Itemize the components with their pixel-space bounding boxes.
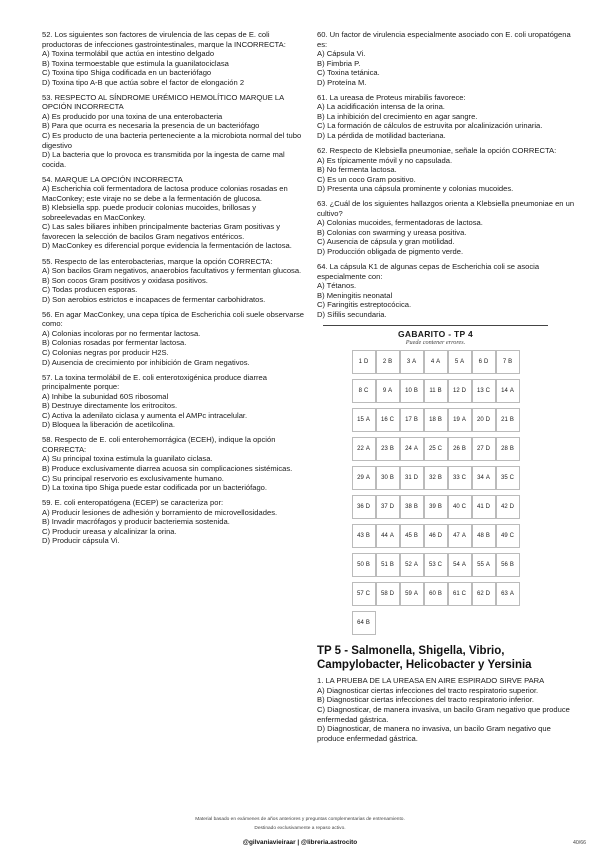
question-number: 4: [430, 359, 435, 366]
question-number: 11: [429, 388, 436, 395]
answer-key-cell: [400, 350, 424, 374]
answer-key-cell: [496, 582, 520, 606]
question-number: 46: [428, 533, 436, 540]
answer-option: D) Producir cápsula Vi.: [42, 536, 120, 546]
question-block: [317, 146, 579, 194]
answer-option: B) La inhibición del crecimiento en agar sangre.: [317, 111, 478, 121]
question-stem: 60. Un factor de virulencia especialmente asociado con E. coli uropatógena es:: [317, 30, 571, 49]
question-block: [42, 175, 304, 251]
answer-key-cell: [376, 437, 400, 461]
answer-letter: A: [412, 359, 417, 366]
answer-option: A) Producir lesiones de adhesión y borramiento de microvellosidades.: [42, 507, 278, 517]
answer-key-cell: [472, 582, 496, 606]
answer-key-cell: [376, 408, 400, 432]
answer-letter: C: [461, 591, 467, 598]
question-number: 29: [357, 475, 364, 482]
answer-letter: C: [509, 475, 515, 482]
answer-letter: B: [413, 417, 418, 424]
answer-key-cell: [496, 553, 520, 577]
answer-key-cell: [352, 408, 376, 432]
answer-key-cell: [400, 524, 424, 548]
question-block: [317, 93, 579, 141]
answer-key-cell: [352, 466, 376, 490]
answer-key-cell: [472, 524, 496, 548]
answer-letter: C: [365, 591, 371, 598]
answer-key-cell: [448, 553, 472, 577]
answer-option: D) Bloquea la liberación de acetilcolina.: [42, 420, 175, 430]
answer-option: D) Son aerobios estrictos e incapaces de fermentar carbohidratos.: [42, 294, 266, 304]
answer-key-cell: [400, 553, 424, 577]
question-number: 62: [476, 591, 484, 598]
answer-key-cell: [400, 582, 424, 606]
answer-option: B) Colonias con swarming y ureasa positiva.: [317, 227, 467, 237]
answer-option: D) Presenta una cápsula prominente y colonias mucoides.: [317, 184, 514, 194]
answer-letter: B: [509, 562, 514, 569]
question-number: 35: [500, 475, 508, 482]
answer-option: B) Colonias rosadas por fermentar lactosa.: [42, 338, 187, 348]
answer-key-cell: [448, 582, 472, 606]
question-number: 34: [477, 475, 484, 482]
question-number: 6: [478, 359, 482, 366]
question-number: 43: [357, 533, 364, 540]
question-stem: 59. E. coli enteropatógena (ECEP) se caracteriza por:: [42, 498, 224, 508]
answer-letter: C: [485, 388, 491, 395]
answer-key-cell: [400, 495, 424, 519]
answer-letter: B: [437, 417, 442, 424]
answer-key-cell: [352, 524, 376, 548]
answer-option: C) Diagnosticar, de manera invasiva, un bacilo Gram negativo que produce enfermedad gástrica.: [317, 704, 570, 724]
question-number: 15: [357, 417, 364, 424]
answer-letter: B: [389, 475, 394, 482]
answer-option: D) Toxina tipo A-B que actúa sobre el factor de elongación 2: [42, 77, 245, 87]
answer-key-cell: [352, 495, 376, 519]
answer-option: C) Las sales biliares inhiben principalmente bacterias Gram positivas y favorecen la selección de bacilos Gram negativos entéricos.: [42, 222, 281, 241]
answer-letter: A: [413, 591, 418, 598]
answer-letter: B: [509, 446, 514, 453]
answer-letter: B: [437, 504, 442, 511]
question-block: [42, 373, 304, 430]
answer-option: D) Ausencia de crecimiento por inhibición de Gram negativos.: [42, 357, 250, 367]
answer-key-cell: [400, 466, 424, 490]
answer-letter: D: [509, 504, 515, 511]
answer-letter: D: [389, 591, 395, 598]
answer-option: A) Tétanos.: [317, 281, 357, 291]
answer-key-cell: [352, 379, 376, 403]
answer-letter: D: [485, 591, 491, 598]
question-number: 44: [381, 533, 388, 540]
question-number: 23: [381, 446, 388, 453]
answer-letter: B: [461, 446, 466, 453]
answer-letter: D: [485, 446, 491, 453]
question-block: [42, 435, 304, 492]
footer-social-handles: @gilvaniavieiraar | @libreria.astrocito: [242, 839, 358, 846]
answer-key-cell: [448, 466, 472, 490]
question-number: 1: [358, 359, 362, 366]
question-number: 33: [452, 475, 460, 482]
answer-key-grid: [323, 350, 548, 635]
answer-option: D) La pérdida de motilidad bacteriana.: [317, 130, 446, 140]
answer-option: A) Escherichia coli fermentadora de lactosa produce colonias rosadas en MacConkey; este viraje no se debe a la fermentación de glucosa.: [42, 184, 288, 203]
answer-letter: B: [365, 620, 370, 627]
answer-letter: B: [389, 562, 394, 569]
answer-key-cell: [472, 408, 496, 432]
answer-letter: B: [413, 533, 418, 540]
answer-letter: C: [389, 417, 395, 424]
answer-option: D) La toxina tipo Shiga puede estar codificada por un bacteriófago.: [42, 483, 268, 493]
answer-option: D) Diagnosticar, de manera no invasiva, un bacilo Gram negativo que produce enfermedad gástrica.: [317, 724, 551, 743]
question-number: 16: [380, 417, 388, 424]
answer-option: B) Para que ocurra es necesaria la presencia de un bacteriófago: [42, 121, 260, 131]
answer-key-table: [323, 325, 548, 635]
question-block: [317, 262, 579, 319]
answer-key-cell: [448, 495, 472, 519]
question-block: [42, 498, 304, 546]
answer-letter: B: [365, 533, 370, 540]
answer-key-cell: [352, 350, 376, 374]
answer-key-cell: [496, 524, 520, 548]
answer-key-cell: [448, 379, 472, 403]
answer-option: B) No fermenta lactosa.: [317, 165, 397, 175]
answer-key-cell: [400, 408, 424, 432]
question-number: 24: [405, 446, 412, 453]
answer-key-cell: [424, 553, 448, 577]
question-number: 50: [357, 562, 364, 569]
question-stem: 53. RESPECTO AL SÍNDROME URÉMICO HEMOLÍTICO MARQUE LA OPCIÓN INCORRECTA: [42, 92, 284, 112]
answer-option: B) Son cocos Gram positivos y oxidasa positivos.: [42, 275, 208, 285]
answer-option: C) Todas producen esporas.: [42, 285, 138, 295]
answer-letter: B: [365, 562, 370, 569]
answer-key-cell: [424, 466, 448, 490]
question-number: 51: [381, 562, 388, 569]
answer-key-cell: [496, 495, 520, 519]
answer-key-cell: [424, 524, 448, 548]
question-number: 31: [404, 475, 412, 482]
answer-key-cell: [400, 437, 424, 461]
answer-option: A) Colonias mucoides, fermentadoras de lactosa.: [317, 218, 483, 228]
answer-option: C) Toxina tetánica.: [317, 68, 380, 78]
question-stem: 63. ¿Cuál de los siguientes hallazgos orienta a Klebsiella pneumoniae en un cultivo?: [317, 199, 575, 218]
answer-key-cell: [376, 350, 400, 374]
question-number: 37: [380, 504, 388, 511]
answer-option: B) Invadir macrófagos y producir bacteriemia sostenida.: [42, 517, 230, 527]
answer-letter: A: [461, 562, 466, 569]
question-number: 10: [405, 388, 412, 395]
answer-key-cell: [472, 495, 496, 519]
page-number: 40/66: [573, 840, 586, 846]
answer-option: A) Colonias incoloras por no fermentar lactosa.: [42, 328, 201, 338]
question-stem: 62. Respecto de Klebsiella pneumoniae, señale la opción CORRECTA:: [317, 146, 557, 156]
question-number: 59: [405, 591, 412, 598]
answer-letter: D: [365, 504, 371, 511]
answer-option: C) Colonias negras por producir H2S.: [42, 347, 169, 357]
answer-key-cell: [352, 582, 376, 606]
question-stem: 64. La cápsula K1 de algunas cepas de Escherichia coli se asocia especialmente con:: [317, 262, 540, 281]
answer-letter: C: [461, 504, 467, 511]
question-block: [42, 30, 304, 87]
answer-letter: C: [437, 562, 443, 569]
answer-option: A) Diagnosticar ciertas infecciones del tracto respiratorio superior.: [317, 685, 539, 695]
answer-key-cell: [448, 408, 472, 432]
left-column: [42, 30, 304, 551]
answer-letter: B: [413, 504, 418, 511]
answer-key-cell: [376, 495, 400, 519]
question-block: [317, 676, 579, 743]
question-number: 28: [501, 446, 508, 453]
question-number: 39: [429, 504, 436, 511]
answer-key-cell: [448, 437, 472, 461]
question-number: 25: [428, 446, 436, 453]
answer-key-cell: [424, 350, 448, 374]
answer-key-title: GABARITO - TP 4: [397, 329, 474, 340]
answer-option: C) Activa la adenilato ciclasa y aumenta el AMPc intracelular.: [42, 410, 248, 420]
answer-letter: A: [389, 533, 394, 540]
answer-letter: A: [388, 388, 393, 395]
answer-letter: A: [413, 562, 418, 569]
question-number: 45: [405, 533, 412, 540]
answer-key-cell: [472, 553, 496, 577]
question-number: 47: [453, 533, 460, 540]
question-block: [42, 93, 304, 169]
answer-option: D) Proteína M.: [317, 77, 367, 87]
question-number: 49: [500, 533, 508, 540]
question-number: 17: [405, 417, 412, 424]
answer-option: A) La acidificación intensa de la orina.: [317, 102, 445, 112]
answer-option: A) Son bacilos Gram negativos, anaerobios facultativos y fermentan glucosa.: [42, 266, 302, 276]
answer-letter: C: [509, 533, 515, 540]
question-number: 14: [501, 388, 508, 395]
answer-letter: A: [461, 533, 466, 540]
answer-letter: D: [413, 475, 419, 482]
answer-option: B) Klebsiella spp. puede producir colonias mucoides, brillosas y sobreelevadas en MacConkey.: [42, 203, 257, 222]
answer-letter: A: [461, 417, 466, 424]
answer-option: D) Producción obligada de pigmento verde.: [317, 246, 464, 256]
question-number: 26: [453, 446, 460, 453]
question-number: 32: [429, 475, 436, 482]
question-number: 63: [501, 591, 508, 598]
answer-key-cell: [496, 466, 520, 490]
answer-option: C) Es un coco Gram positivo.: [317, 174, 416, 184]
answer-option: A) Inhibe la subunidad 60S ribosomal: [42, 391, 169, 401]
question-block: [317, 30, 579, 87]
answer-option: A) Es típicamente móvil y no capsulada.: [317, 155, 453, 165]
answer-key-cell: [472, 350, 496, 374]
answer-option: C) Ausencia de cápsula y gran motilidad.: [317, 237, 455, 247]
answer-option: B) Produce exclusivamente diarrea acuosa sin complicaciones sistémicas.: [42, 463, 293, 473]
answer-letter: A: [460, 359, 465, 366]
question-number: 54: [453, 562, 460, 569]
question-block: [42, 257, 304, 305]
answer-option: D) MacConkey es diferencial porque evidencia la fermentación de lactosa.: [42, 241, 292, 251]
question-number: 9: [382, 388, 387, 395]
answer-key-cell: [424, 379, 448, 403]
question-number: 20: [476, 417, 484, 424]
answer-key-cell: [352, 553, 376, 577]
answer-option: C) Es producto de una bacteria perteneciente a la microbiota normal del tubo digestivo: [42, 130, 302, 150]
question-number: 57: [356, 591, 364, 598]
section-title: TP 5 - Salmonella, Shigella, Vibrio, Campylobacter, Helicobacter y Yersinia: [317, 645, 532, 672]
answer-option: C) Faringitis estreptocócica.: [317, 300, 412, 310]
answer-letter: D: [485, 504, 491, 511]
question-number: 3: [406, 359, 411, 366]
question-number: 42: [500, 504, 508, 511]
question-number: 22: [357, 446, 364, 453]
right-question-list: [317, 30, 579, 319]
answer-key-cell: [376, 553, 400, 577]
answer-option: B) Destruye directamente los eritrocitos.: [42, 401, 178, 411]
answer-key-cell: [496, 408, 520, 432]
answer-letter: D: [484, 359, 489, 366]
question-number: 64: [357, 620, 364, 627]
answer-letter: A: [365, 417, 370, 424]
question-number: 56: [501, 562, 508, 569]
question-stem: 58. Respecto de E. coli enterohemorrágica (ECEH), indique la opción CORRECTA:: [42, 435, 276, 454]
question-number: 19: [453, 417, 460, 424]
answer-letter: A: [485, 562, 490, 569]
answer-letter: B: [437, 475, 442, 482]
question-number: 40: [452, 504, 460, 511]
answer-key-cell: [448, 524, 472, 548]
answer-key-cell: [424, 437, 448, 461]
answer-option: D) La bacteria que lo provoca es transmitida por la ingesta de carne mal cocida.: [42, 150, 285, 169]
answer-letter: D: [389, 504, 395, 511]
answer-letter: D: [437, 533, 443, 540]
answer-option: B) Meningitis neonatal: [317, 290, 393, 300]
answer-option: C) Producir ureasa y alcalinizar la orina.: [42, 526, 177, 536]
answer-option: C) Toxina tipo Shiga codificada en un bacteriófago: [42, 68, 212, 78]
question-number: 60: [429, 591, 436, 598]
answer-letter: D: [485, 417, 491, 424]
question-number: 55: [477, 562, 484, 569]
question-stem: 52. Los siguientes son factores de virulencia de las cepas de E. coli productoras de infecciones gastrointestinales, marque la INCORRECTA:: [42, 30, 286, 49]
answer-key-cell: [472, 437, 496, 461]
question-number: 52: [405, 562, 412, 569]
answer-key-cell: [496, 379, 520, 403]
question-number: 38: [405, 504, 412, 511]
question-number: 12: [452, 388, 460, 395]
answer-key-cell: [352, 437, 376, 461]
answer-key-cell: [496, 437, 520, 461]
question-number: 61: [452, 591, 460, 598]
answer-option: D) Sífilis secundaria.: [317, 309, 387, 319]
answer-letter: B: [508, 359, 513, 366]
answer-key-cell: [400, 379, 424, 403]
question-number: 30: [381, 475, 388, 482]
question-stem: 54. MARQUE LA OPCIÓN INCORRECTA: [42, 174, 183, 184]
answer-letter: C: [461, 475, 467, 482]
answer-letter: D: [461, 388, 467, 395]
footer-note: Material basado en exámenes de años anteriores y preguntas complementarias de entrenamiento.: [195, 817, 405, 822]
answer-option: A) Su principal toxina estimula la guanilato ciclasa.: [42, 454, 213, 464]
question-number: 21: [501, 417, 508, 424]
answer-key-cell: [376, 466, 400, 490]
answer-letter: C: [364, 388, 369, 395]
answer-option: A) Toxina termolábil que actúa en intestino delgado: [42, 49, 215, 59]
answer-letter: B: [509, 417, 514, 424]
answer-option: B) Toxina termoestable que estimula la guanilatociclasa: [42, 58, 229, 68]
question-number: 58: [380, 591, 388, 598]
answer-option: B) Fimbria P.: [317, 58, 361, 68]
answer-option: A) Cápsula Vi.: [317, 49, 366, 59]
question-number: 5: [454, 359, 459, 366]
answer-key-cell: [424, 408, 448, 432]
answer-letter: D: [364, 359, 369, 366]
answer-letter: A: [365, 475, 370, 482]
answer-option: B) Diagnosticar ciertas infecciones del tracto respiratorio inferior.: [317, 695, 534, 705]
question-number: 18: [429, 417, 436, 424]
answer-letter: C: [437, 446, 443, 453]
answer-key-cell: [376, 524, 400, 548]
question-number: 27: [476, 446, 484, 453]
answer-letter: A: [485, 475, 490, 482]
question-number: 13: [476, 388, 484, 395]
answer-letter: B: [437, 591, 442, 598]
question-number: 41: [476, 504, 484, 511]
answer-letter: B: [388, 359, 393, 366]
answer-option: A) Es producido por una toxina de una enterobacteria: [42, 111, 223, 121]
question-stem: 61. La ureasa de Proteus mirabilis favorece:: [317, 92, 466, 102]
question-stem: 1. LA PRUEBA DE LA UREASA EN AIRE ESPIRADO SIRVE PARA: [317, 676, 545, 686]
answer-option: C) La formación de cálculos de estruvita por alcalinización urinaria.: [317, 121, 543, 131]
answer-letter: B: [437, 388, 442, 395]
answer-key-cell: [376, 582, 400, 606]
answer-key-subtitle: Puede contener errores.: [405, 339, 466, 347]
answer-letter: B: [389, 446, 394, 453]
answer-key-cell: [376, 379, 400, 403]
question-stem: 55. Respecto de las enterobacterias, marque la opción CORRECTA:: [42, 256, 273, 266]
answer-letter: A: [413, 446, 418, 453]
question-number: 48: [477, 533, 484, 540]
answer-letter: A: [365, 446, 370, 453]
question-block: [42, 310, 304, 367]
right-column: [317, 30, 579, 749]
footer-note-2: Destinado exclusivamente a repaso activo.: [254, 826, 346, 831]
question-number: 7: [502, 359, 507, 366]
answer-key-cell: [424, 495, 448, 519]
answer-key-cell: [424, 582, 448, 606]
answer-option: C) Su principal reservorio es exclusivamente humano.: [42, 473, 224, 483]
answer-key-cell: [472, 379, 496, 403]
answer-letter: B: [413, 388, 418, 395]
answer-key-cell: [472, 466, 496, 490]
answer-letter: B: [485, 533, 490, 540]
answer-letter: A: [436, 359, 441, 366]
question-block: [317, 199, 579, 256]
answer-key-cell: [352, 611, 376, 635]
answer-letter: A: [509, 591, 514, 598]
question-number: 53: [428, 562, 436, 569]
question-number: 8: [358, 388, 362, 395]
question-stem: 57. La toxina termolábil de E. coli enterotoxigénica produce diarrea principalmente porque:: [42, 372, 267, 392]
answer-letter: A: [509, 388, 514, 395]
question-stem: 56. En agar MacConkey, una cepa típica de Escherichia coli suele observarse como:: [42, 309, 304, 329]
question-number: 2: [382, 359, 387, 366]
answer-key-cell: [496, 350, 520, 374]
tp5-question-list: [317, 676, 579, 743]
question-number: 36: [356, 504, 364, 511]
answer-key-cell: [448, 350, 472, 374]
